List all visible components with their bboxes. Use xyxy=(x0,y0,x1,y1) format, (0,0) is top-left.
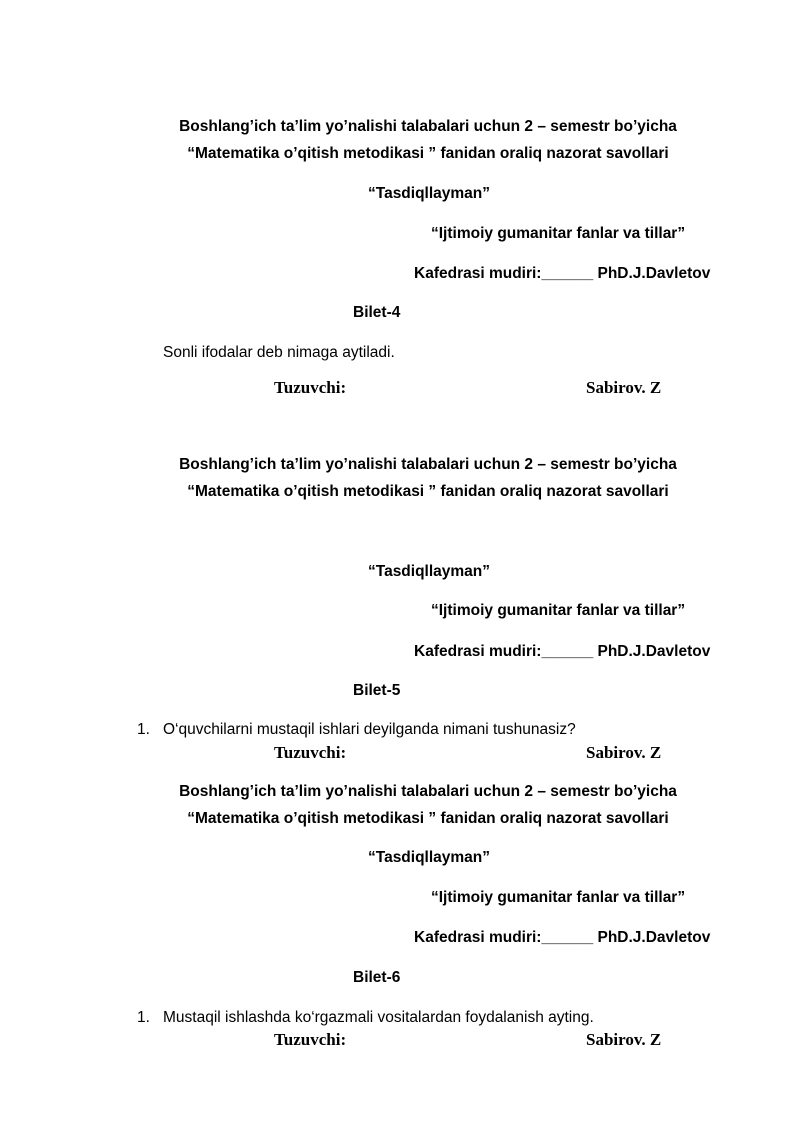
question-text: O‘quvchilarni mustaqil ishlari deyilganda nimani tushunasiz? xyxy=(163,721,576,738)
compiler-label: Tuzuvchi: xyxy=(274,743,347,762)
department-name: “Ijtimoiy gumanitar fanlar va tillar” xyxy=(431,889,686,906)
question-text: Sonli ifodalar deb nimaga aytiladi. xyxy=(163,344,395,361)
compiler-label: Tuzuvchi: xyxy=(274,378,347,397)
approval-title: “Tasdiqllayman” xyxy=(368,185,491,202)
compiler-name: Sabirov. Z xyxy=(586,743,662,762)
question-text: Mustaqil ishlashda ko‘rgazmali vositalardan foydalanish ayting. xyxy=(163,1009,594,1026)
question-number: 1. xyxy=(137,1009,150,1026)
header-line-2: “Matematika o’qitish metodikasi ” fanidan oraliq nazorat savollari xyxy=(187,145,669,162)
department-head: Kafedrasi mudiri:______ PhD.J.Davletov xyxy=(414,265,711,282)
department-head: Kafedrasi mudiri:______ PhD.J.Davletov xyxy=(414,929,711,946)
ticket-number: Bilet-6 xyxy=(353,969,401,986)
ticket-number: Bilet-4 xyxy=(353,304,401,321)
ticket-number: Bilet-5 xyxy=(353,682,401,699)
approval-title: “Tasdiqllayman” xyxy=(368,849,491,866)
approval-title: “Tasdiqllayman” xyxy=(368,563,491,580)
department-head: Kafedrasi mudiri:______ PhD.J.Davletov xyxy=(414,643,711,660)
compiler-label: Tuzuvchi: xyxy=(274,1030,347,1049)
department-name: “Ijtimoiy gumanitar fanlar va tillar” xyxy=(431,602,686,619)
header-line-1: Boshlang’ich ta’lim yo’nalishi talabalari uchun 2 – semestr bo’yicha xyxy=(179,783,677,800)
question-number: 1. xyxy=(137,721,150,738)
header-line-1: Boshlang’ich ta’lim yo’nalishi talabalari uchun 2 – semestr bo’yicha xyxy=(179,118,677,135)
header-line-2: “Matematika o’qitish metodikasi ” fanidan oraliq nazorat savollari xyxy=(187,810,669,827)
compiler-name: Sabirov. Z xyxy=(586,1030,662,1049)
header-line-1: Boshlang’ich ta’lim yo’nalishi talabalari uchun 2 – semestr bo’yicha xyxy=(179,456,677,473)
compiler-name: Sabirov. Z xyxy=(586,378,662,397)
department-name: “Ijtimoiy gumanitar fanlar va tillar” xyxy=(431,225,686,242)
header-line-2: “Matematika o’qitish metodikasi ” fanidan oraliq nazorat savollari xyxy=(187,483,669,500)
